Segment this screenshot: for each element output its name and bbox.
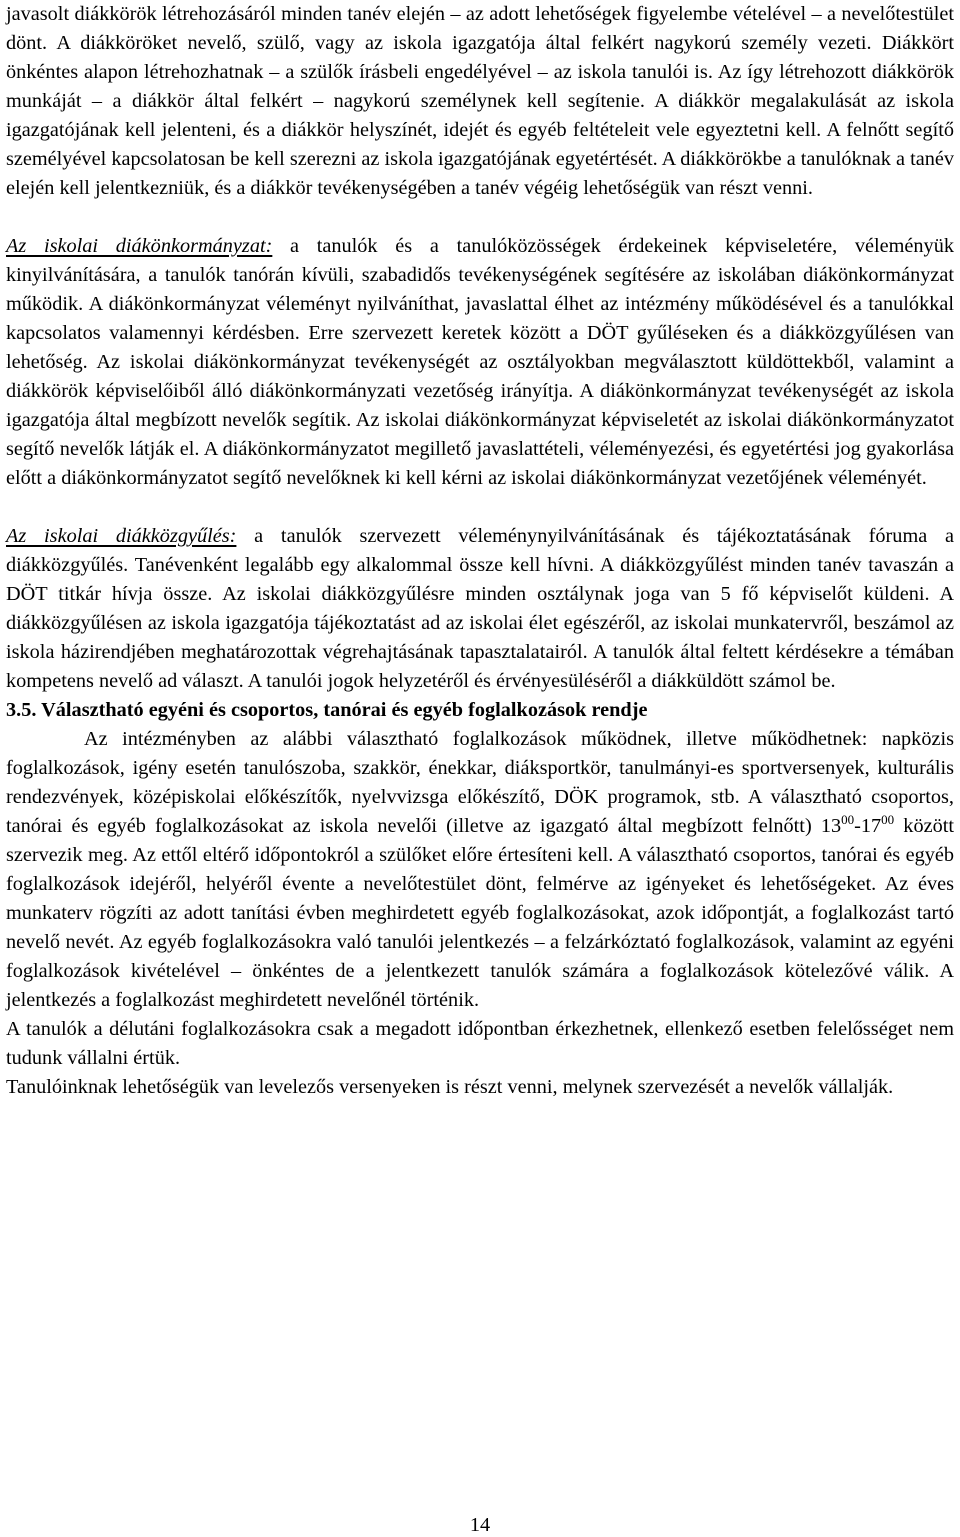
section-heading: 3.5. Választható egyéni és csoportos, tanórai és egyéb foglalkozások rendje	[6, 699, 648, 721]
paragraph-text-part-c: között szervezik meg. Az ettől eltérő időpontokról a szülőket előre értesíteni kell. A választható csoportos, tanórai és egyéb foglalkozások idejéről, helyéről évente a nevelőtestület dönt, felmérve az igényeket és lehetőségeket. Az éves munkaterv rögzíti az adott tanítási évben meghirdetett egyéb foglalkozásokat, azok időpontját, a foglalkozást tartó nevelő nevét. Az egyéb foglalkozásokra való tanulói jelentkezés – a felzárkóztató foglalkozások, valamint az egyéni foglalkozások kivételével – önkéntes de a jelentkezett tanulók számára a foglalkozások kötelezővé válik. A jelentkezés a foglalkozást meghirdetett nevelőnél történik.	[6, 815, 955, 1011]
paragraph-foglalkozasok	[6, 725, 954, 1015]
paragraph-diakkozgyules	[6, 522, 954, 696]
paragraph-lead-diakonkormanyzat: Az iskolai diákönkormányzat:	[6, 235, 273, 257]
paragraph-levelezos: Tanulóinknak lehetőségük van levelezős versenyeken is részt venni, melynek szervezését a nevelők vállalják.	[6, 1076, 894, 1098]
paragraph-text-part-a: Az intézményben az alábbi választható foglalkozások működnek, illetve működhetnek: napközis foglalkozások, igény esetén tanulószoba, szakkör, énekkar, diáksportkör, tanulmányi-es sportversenyek, kulturális rendezvények, középiskolai előkészítők, nyelvvizsga előkészítő, DÖK programok, stb. A választható csoportos, tanórai és egyéb foglalkozásokat az iskola nevelői (illetve az igazgató által megbízott felnőtt) 13	[6, 728, 954, 837]
page-number: 14	[469, 1514, 491, 1536]
superscript-start-minutes: 00	[841, 812, 855, 827]
superscript-end-minutes: 00	[881, 812, 895, 827]
document-page	[6, 0, 954, 1102]
paragraph-diakkorok: javasolt diákkörök létrehozásáról minden tanév elején – az adott lehetőségek figyelembe vételével – a nevelőtestület dönt. A diákköröket nevelő, szülő, vagy az iskola igazgatója által felkért nagykorú személy vezeti. Diákkört önkéntes alapon létrehozhatnak – a szülők írásbeli engedélyével – az iskola tanulói is. Az így létrehozott diákkörök munkáját – a diákkör által felkért – nagykorú személynek kell segítenie. A diákkör megalakulását az iskola igazgatójának kell jelenteni, és a diákkör helyszínét, idejét és egyéb feltételeit vele egyeztetni kell. A felnőtt segítő személyével kapcsolatosan be kell szerezni az iskola igazgatójának egyetértését. A diákkörökbe a tanulóknak a tanév elején kell jelentkezniük, és a diákkör tevékenységében a tanév végéig lehetőségük van részt venni.	[6, 3, 954, 199]
paragraph-text-part-b: -17	[854, 815, 882, 837]
paragraph-diakonkormanyzat	[6, 232, 954, 493]
paragraph-body-diakkozgyules: a tanulók szervezett véleménynyilvánításának és tájékoztatásának fóruma a diákközgyűlés. Tanévenként legalább egy alkalommal össze kell hívni. A diákközgyűlést minden tanév tavaszán a DÖT titkár hívja össze. Az iskolai diákközgyűlésre minden osztálynak joga van 5 fő képviselőt küldeni. A diákközgyűlésen az iskola igazgatója tájékoztatást ad az iskolai élet egészéről, az iskolai munkatervről, beszámol az iskola házirendjében meghatározottak végrehajtásának tapasztalatairól. A tanulók által feltett kérdésekre a témában kompetens nevelő ad választ. A tanulói jogok helyzetéről és érvényesüléséről a diákküldött számol be.	[6, 525, 954, 692]
paragraph-delutani: A tanulók a délutáni foglalkozásokra csak a megadott időpontban érkezhetnek, ellenkező esetben felelősséget nem tudunk vállalni értük.	[6, 1018, 954, 1069]
paragraph-body-diakonkormanyzat: a tanulók és a tanulóközösségek érdekeinek képviseletére, véleményük kinyilvánítására, a tanulók tanórán kívüli, szabadidős tevékenységének segítésére az iskolában diákönkormányzat működik. A diákönkormányzat véleményt nyilváníthat, javaslattal élhet az intézmény működésével és a tanulókkal kapcsolatos valamennyi kérdésben. Erre szervezett keretek között a DÖT gyűléseken és a diákközgyűlésen van lehetőség. Az iskolai diákönkormányzat tevékenységét az osztályokban megválasztott küldöttekből, valamint a diákkörök képviselőiből álló diákönkormányzati vezetőség irányítja. A diákönkormányzat tevékenységét az iskola igazgatója által megbízott nevelők segítik. Az iskolai diákönkormányzat képviseletét az iskolai diákönkormányzatot segítő nevelők látják el. A diákönkormányzatot megillető javaslattételi, véleményezési, és egyetértési jog gyakorlása előtt a diákönkormányzatot segítő nevelőknek ki kell kérni az iskolai diákönkormányzat vezetőjének véleményét.	[6, 235, 954, 489]
paragraph-lead-diakkozgyules: Az iskolai diákközgyűlés:	[6, 525, 237, 547]
